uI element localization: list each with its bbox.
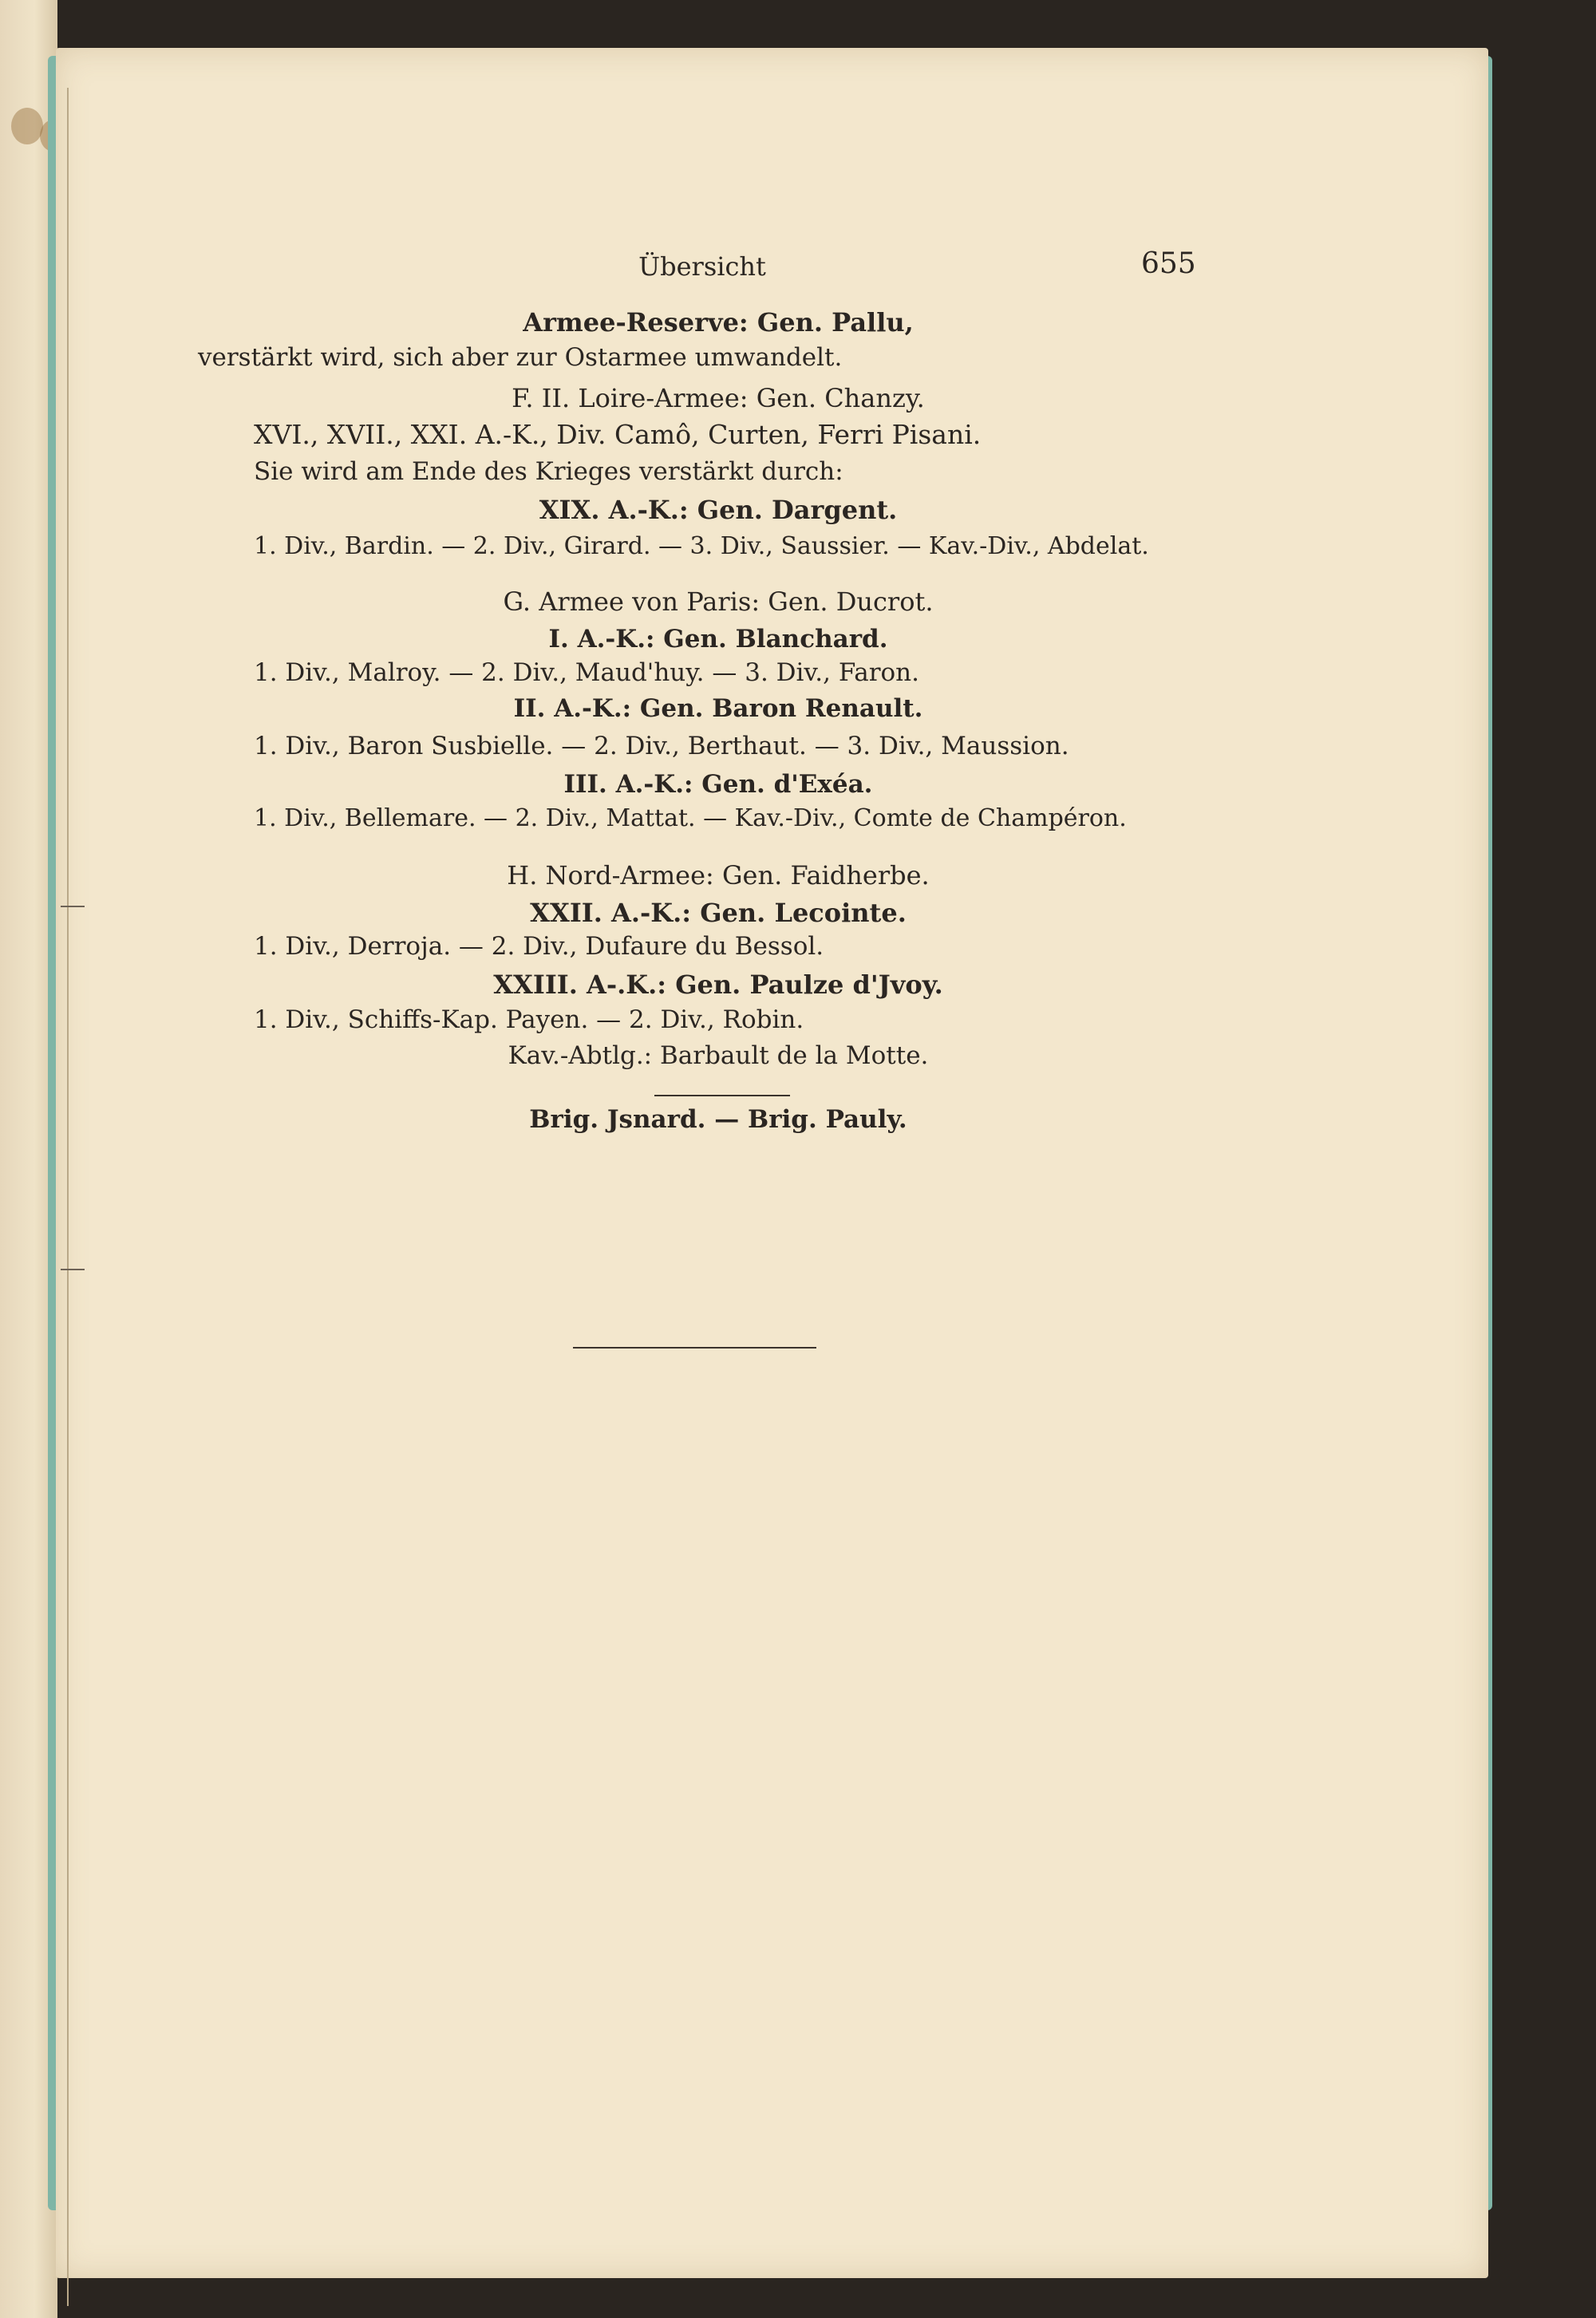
binding-tick bbox=[61, 1269, 85, 1270]
text-line: 1. Div., Malroy. — 2. Div., Maud'huy. — 3. Div., Faron. bbox=[254, 658, 920, 687]
section-heading: H. Nord-Armee: Gen. Faidherbe. bbox=[507, 860, 930, 890]
text-line: 1. Div., Schiffs-Kap. Payen. — 2. Div., Robin. bbox=[254, 1005, 804, 1034]
end-divider bbox=[573, 1347, 816, 1349]
text-line: XIX. A.-K.: Gen. Dargent. bbox=[539, 495, 898, 525]
divider bbox=[654, 1095, 790, 1096]
text-line: 1. Div., Derroja. — 2. Div., Dufaure du Bessol. bbox=[254, 932, 824, 961]
text-line: II. A.-K.: Gen. Baron Renault. bbox=[513, 694, 923, 723]
binding-tick bbox=[61, 906, 85, 907]
running-header: Übersicht bbox=[638, 251, 766, 282]
text-line: Armee-Reserve: Gen. Pallu, bbox=[523, 307, 914, 338]
text-line: verstärkt wird, sich aber zur Ostarmee umwandelt. bbox=[198, 343, 843, 372]
text-line: XXIII. A-.K.: Gen. Paulze d'Jvoy. bbox=[493, 969, 943, 1000]
text-line: Kav.-Abtlg.: Barbault de la Motte. bbox=[508, 1041, 929, 1070]
page-fold-line bbox=[67, 88, 69, 2306]
text-line: I. A.-K.: Gen. Blanchard. bbox=[548, 625, 888, 654]
text-line: XXII. A.-K.: Gen. Lecointe. bbox=[530, 898, 907, 928]
text-line: 1. Div., Baron Susbielle. — 2. Div., Berthaut. — 3. Div., Maussion. bbox=[254, 732, 1069, 760]
text-line: Brig. Jsnard. — Brig. Pauly. bbox=[529, 1105, 907, 1134]
section-heading: G. Armee von Paris: Gen. Ducrot. bbox=[503, 586, 934, 617]
text-line: 1. Div., Bellemare. — 2. Div., Mattat. — Kav.-Div., Comte de Champéron. bbox=[254, 804, 1127, 832]
text-line: III. A.-K.: Gen. d'Exéa. bbox=[563, 770, 873, 799]
section-heading: F. II. Loire-Armee: Gen. Chanzy. bbox=[512, 383, 925, 413]
stain bbox=[11, 108, 43, 144]
text-line: XVI., XVII., XXI. A.-K., Div. Camô, Curten, Ferri Pisani. bbox=[254, 419, 982, 450]
page-number: 655 bbox=[1141, 247, 1196, 280]
text-line: Sie wird am Ende des Krieges verstärkt durch: bbox=[254, 457, 843, 486]
text-line: 1. Div., Bardin. — 2. Div., Girard. — 3. Div., Saussier. — Kav.-Div., Abdelat. bbox=[254, 532, 1149, 560]
